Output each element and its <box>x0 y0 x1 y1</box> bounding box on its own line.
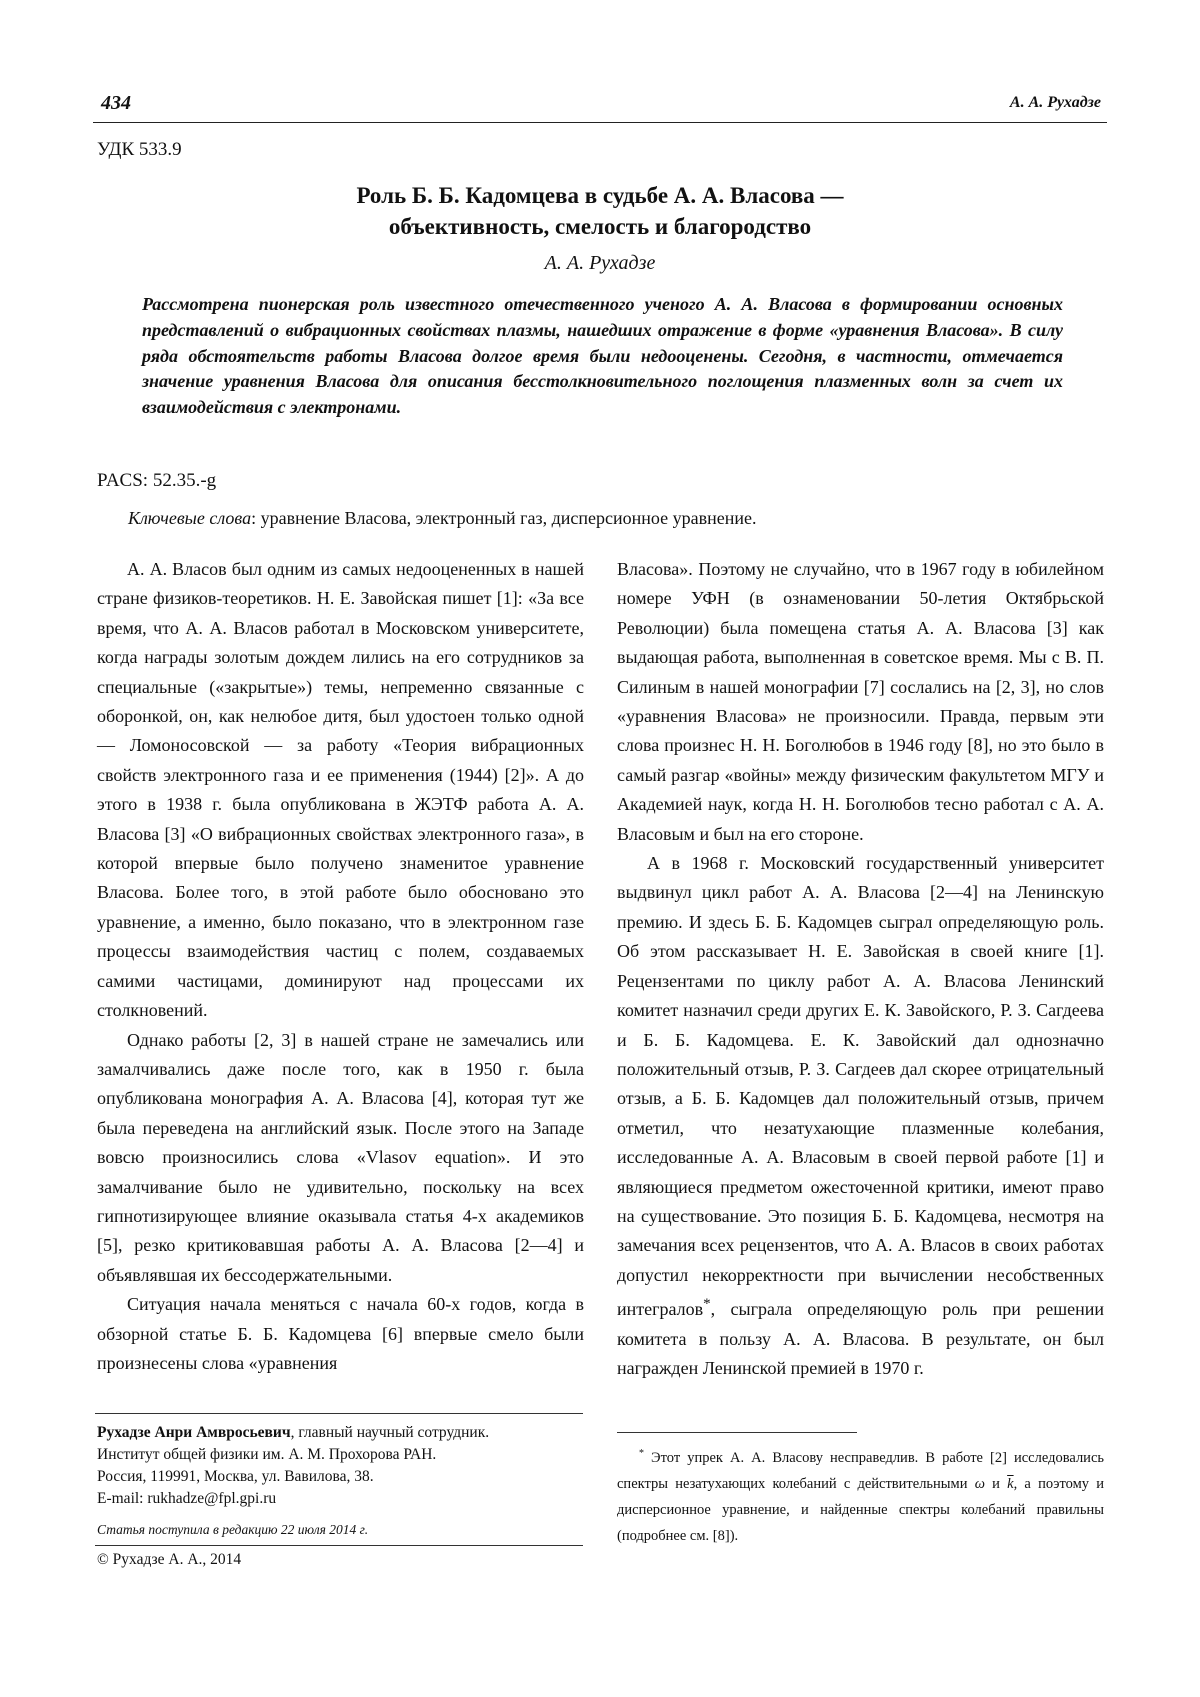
body-paragraph-4 <box>617 849 1104 1383</box>
body-paragraph-3: Ситуация начала меняться с начала 60-х годов, когда в обзорной статье Б. Б. Кадомцева [6] впервые смело были произнесены слова «уравнения <box>97 1294 584 1373</box>
pacs-code: PACS: 52.35.-g <box>97 470 217 491</box>
article-title <box>200 180 1000 242</box>
udc-code: УДК 533.9 <box>97 139 182 160</box>
title-line-2: объективность, смелость и благородство <box>388 214 812 239</box>
body-paragraph-1: А. А. Власов был одним из самых недооцененных в нашей стране физиков-теоретиков. Н. Е. Завойская пишет [1]: «За все время, что А. А. Власов работал в Московском университете, когда награды золотым дождем лились на его сотрудников за специальные («закрытые») темы, непременно связанные с оборонкой, он, как нелюбое дитя, был удостоен только одной — Ломоносовской — за работу «Теория вибрационных свойств электронного газа и ее применения (1944) [2]». А до этого в 1938 г. была опубликована в ЖЭТФ работа А. А. Власова [3] «О вибрационных свойствах электронного газа», в которой впервые было получено знаменитое уравнение Власова. Более того, в этой работе было обосновано это уравнение, а именно, было показано, что в электронном газе процессы взаимодействия частиц с полем, создаваемых самими частицами, доминируют над процессами их столкновений. <box>97 559 584 1021</box>
body-paragraph-3-continued: Власова». Поэтому не случайно, что в 1967 году в юбилейном номере УФН (в ознаменовании 50-летия Октябрьской Революции) была помещена статья А. А. Власова [3] как выдающая работа, выполненная в советское время. Мы с В. П. Силиным в нашей монографии [7] сослались на [2, 3], но слов «уравнения Власова» не произносили. Правда, первым эти слова произнес Н. Н. Боголюбов в 1946 году [8], но это было в самый разгар «войны» между физическим факультетом МГУ и Академией наук, когда Н. Н. Боголюбов тесно работал с А. А. Власовым и был на его стороне. <box>617 559 1104 844</box>
abstract: Рассмотрена пионерская роль известного отечественного ученого А. А. Власова в формировании основных представлений о вибрационных свойствах плазмы, нашедших отражение в форме «уравнения Власова». В силу ряда обстоятельств работы Власова долгое время были недооценены. Сегодня, в частности, отмечается значение уравнения Власова для описания бесстолкновительного поглощения плазменных волн за счет их взаимодействия с электронами. <box>142 294 1063 418</box>
footnote <box>617 1441 1104 1549</box>
author-affiliation <box>97 1422 587 1510</box>
affiliation-name: Рухадзе Анри Амвросьевич <box>97 1424 291 1441</box>
keywords-label: Ключевые слова <box>128 508 252 528</box>
keywords <box>128 508 756 529</box>
body-paragraph-4-text-b: , сыграла определяющую роль при решении комитета в пользу А. А. Власова. В результате, он был награжден Ленинской премией в 1970 г. <box>617 1299 1104 1378</box>
running-head <box>93 92 1107 123</box>
article-author: А. А. Рухадзе <box>544 252 656 274</box>
footnote-text-a: Этот упрек А. А. Власову несправедлив. В работе [2] исследовались спектры незатухающих колебаний с действительными <box>617 1449 1104 1492</box>
body-paragraph-4-text-a: А в 1968 г. Московский государственный университет выдвинул цикл работ А. А. Власова [2—4] на Ленинскую премию. И здесь Б. Б. Кадомцев сыграл определяющую роль. Об этом рассказывает Н. Е. Завойская в своей книге [1]. Рецензентами по циклу работ А. А. Власова Ленинский комитет назначил среди других Е. К. Завойского, Р. З. Сагдеева и Б. Б. Кадомцева. Е. К. Завойский дал однозначно положительный отзыв, Р. З. Сагдеев дал скорее отрицательный отзыв, а Б. Б. Кадомцев дал положительный отзыв, причем отметил, что незатухающие плазменные колебания, исследованные А. А. Власовым в своей первой работе [1] и являющиеся предметом ожесточенной критики, имеют право на существование. Это позиция Б. Б. Кадомцева, несмотря на замечания всех рецензентов, что А. А. Власов в своих работах допустил некорректности при вычислении несобственных интегралов <box>617 853 1104 1320</box>
affiliation-institute: Институт общей физики им. А. М. Прохорова РАН. <box>97 1446 437 1463</box>
affiliation-name-line <box>97 1422 587 1444</box>
affiliation-address: Россия, 119991, Москва, ул. Вавилова, 38. <box>97 1468 374 1485</box>
affiliation-email: E-mail: rukhadze@fpl.gpi.ru <box>97 1490 277 1507</box>
footnote-mark: * <box>639 1448 644 1459</box>
affiliation-divider <box>95 1413 583 1414</box>
footnote-omega: ω <box>974 1475 985 1492</box>
footnote-text-b: , а поэтому и дисперсионное уравнение, и найденные спектры колебаний правильны (подробнее см. [8]). <box>617 1475 1104 1544</box>
footnote-marker: * <box>703 1296 711 1313</box>
footnote-and: и <box>984 1475 1008 1492</box>
keywords-text: уравнение Власова, электронный газ, дисперсионное уравнение. <box>260 508 757 528</box>
copyright-divider <box>95 1545 583 1546</box>
copyright: © Рухадзе А. А., 2014 <box>97 1551 242 1568</box>
running-author: А. А. Рухадзе <box>1009 94 1101 111</box>
footnote-k-vector: $\overline{k}$ <box>1007 1475 1014 1492</box>
footnote-divider <box>617 1432 857 1433</box>
keywords-separator: : <box>251 508 261 528</box>
right-column <box>617 555 1104 1383</box>
left-column <box>97 555 584 1378</box>
body-paragraph-2: Однако работы [2, 3] в нашей стране не замечались или замалчивались даже после того, как в 1950 г. была опубликована монография А. А. Власова [4], которая тут же была переведена на английский язык. После этого на Западе вовсю произносились слова «Vlasov equation». И это замалчивание было не удивительно, поскольку на всех гипнотизирующее влияние оказывала статья 4-х академиков [5], резко критиковавшая работы А. А. Власова [2—4] и объявлявшая их бессодержательными. <box>97 1029 584 1285</box>
page-number: 434 <box>101 92 131 114</box>
affiliation-role: , главный научный сотрудник. <box>290 1424 490 1441</box>
received-date: Статья поступила в редакцию 22 июля 2014 г. <box>97 1522 369 1537</box>
title-line-1: Роль Б. Б. Кадомцева в судьбе А. А. Власова — <box>356 183 844 208</box>
